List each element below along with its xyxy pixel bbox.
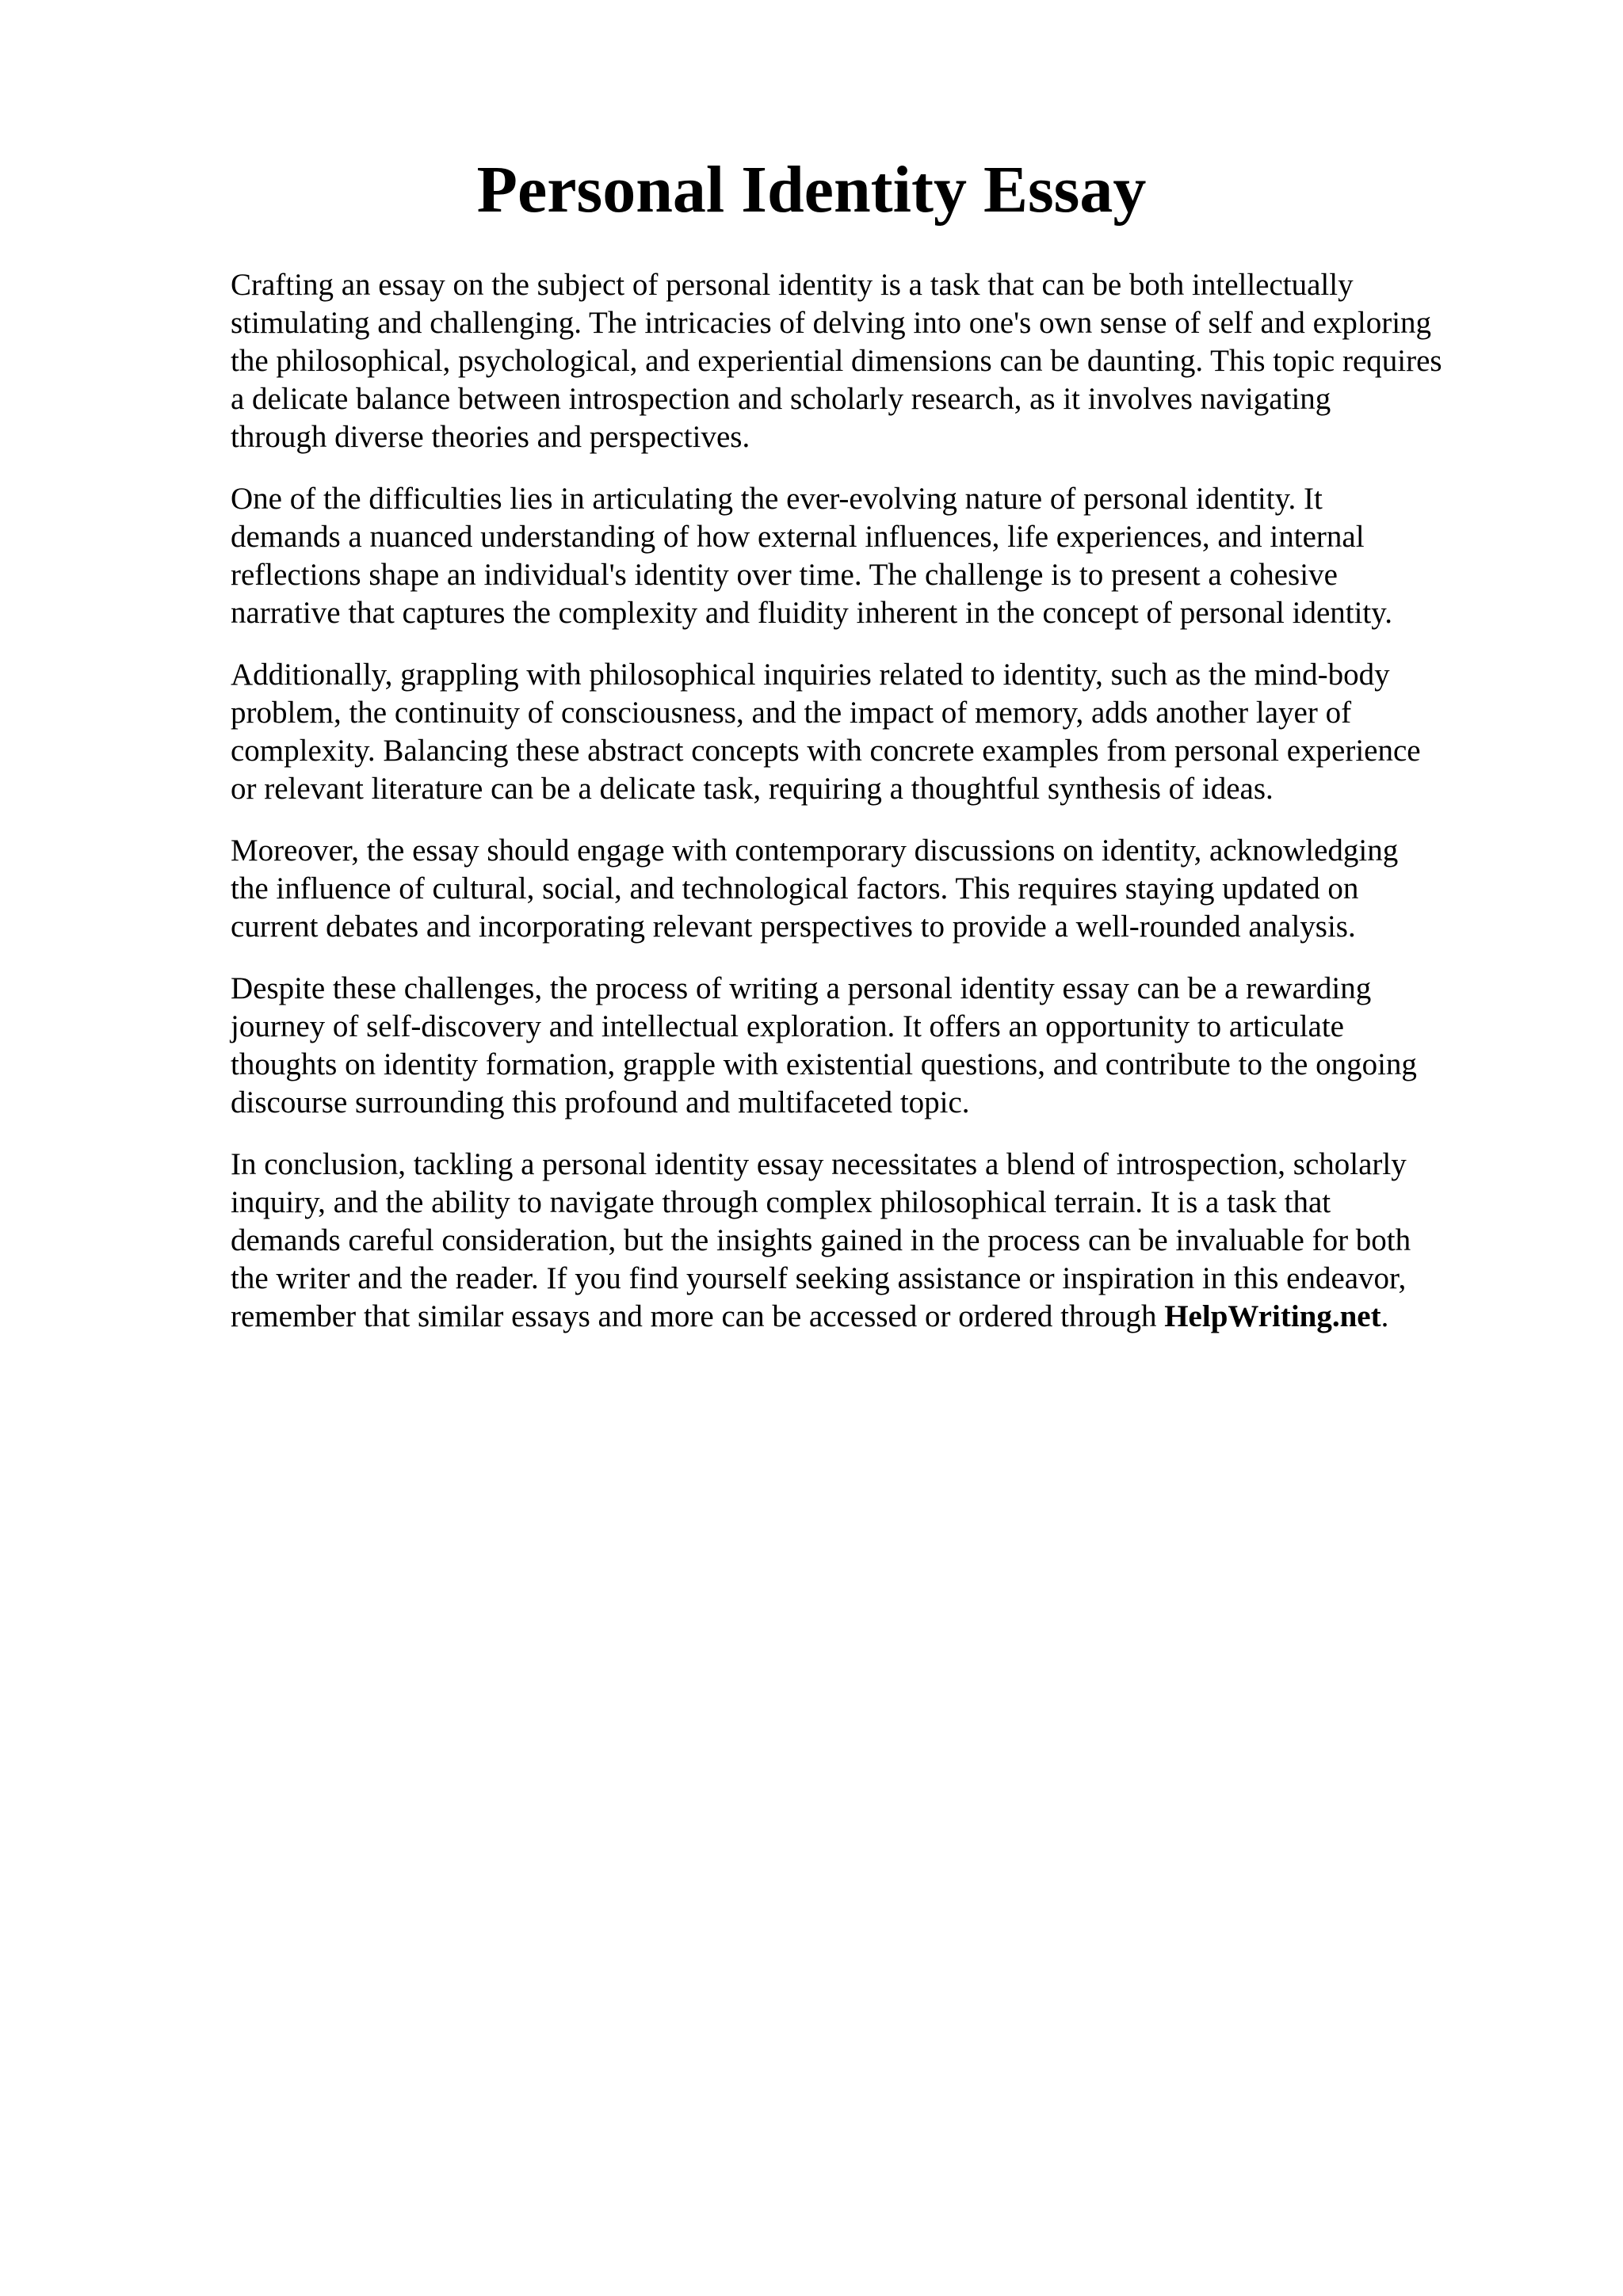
paragraph-1 (231, 266, 1530, 456)
text-line: complexity. Balancing these abstract concepts with concrete examples from personal experience (231, 734, 1421, 768)
text-line: thoughts on identity formation, grapple with existential questions, and contribute to the ongoing (231, 1047, 1417, 1081)
paragraph-3 (231, 656, 1530, 808)
text-line: demands careful consideration, but the insights gained in the process can be invaluable for both (231, 1223, 1411, 1257)
paragraph-5 (231, 970, 1530, 1122)
text-line: reflections shape an individual's identity over time. The challenge is to present a cohesive (231, 558, 1338, 592)
page-title: Personal Identity Essay (476, 153, 1147, 227)
text-line: the influence of cultural, social, and technological factors. This requires staying updated on (231, 871, 1359, 906)
text-line: or relevant literature can be a delicate task, requiring a thoughtful synthesis of ideas. (231, 772, 1274, 806)
closing-line (231, 1298, 1530, 1336)
text-line: current debates and incorporating relevant perspectives to provide a well-rounded analysis. (231, 910, 1356, 944)
text-line: through diverse theories and perspectives. (231, 420, 750, 454)
paragraph-2 (231, 480, 1530, 632)
closing-line-text: remember that similar essays and more can be accessed or ordered through (231, 1299, 1165, 1333)
brand-link[interactable]: HelpWriting.net (1164, 1299, 1381, 1333)
text-line: Crafting an essay on the subject of personal identity is a task that can be both intellectually (231, 268, 1354, 302)
text-line: stimulating and challenging. The intricacies of delving into one's own sense of self and exploring (231, 306, 1432, 340)
text-line: inquiry, and the ability to navigate through complex philosophical terrain. It is a task that (231, 1185, 1331, 1219)
paragraph-6 (231, 1146, 1530, 1336)
text-line: Despite these challenges, the process of writing a personal identity essay can be a rewarding (231, 971, 1372, 1005)
paragraph-4 (231, 832, 1530, 946)
text-line: Additionally, grappling with philosophical inquiries related to identity, such as the mind-body (231, 658, 1390, 692)
text-line: journey of self-discovery and intellectual exploration. It offers an opportunity to articulate (231, 1009, 1344, 1043)
text-line: the philosophical, psychological, and experiential dimensions can be daunting. This topic requires (231, 344, 1442, 378)
essay-body (231, 266, 1530, 1360)
text-line: discourse surrounding this profound and multifaceted topic. (231, 1085, 970, 1119)
text-line: One of the difficulties lies in articulating the ever-evolving nature of personal identity. It (231, 482, 1323, 516)
text-line: the writer and the reader. If you find yourself seeking assistance or inspiration in this endeavor, (231, 1261, 1407, 1295)
text-line: In conclusion, tackling a personal identity essay necessitates a blend of introspection, scholarly (231, 1147, 1407, 1181)
text-line: narrative that captures the complexity and fluidity inherent in the concept of personal identity. (231, 596, 1392, 630)
text-line: problem, the continuity of consciousness, and the impact of memory, adds another layer of (231, 696, 1352, 730)
text-line: a delicate balance between introspection and scholarly research, as it involves navigating (231, 382, 1331, 416)
text-line: demands a nuanced understanding of how external influences, life experiences, and internal (231, 520, 1365, 554)
text-line: Moreover, the essay should engage with contemporary discussions on identity, acknowledging (231, 833, 1399, 868)
closing-period: . (1381, 1299, 1389, 1333)
